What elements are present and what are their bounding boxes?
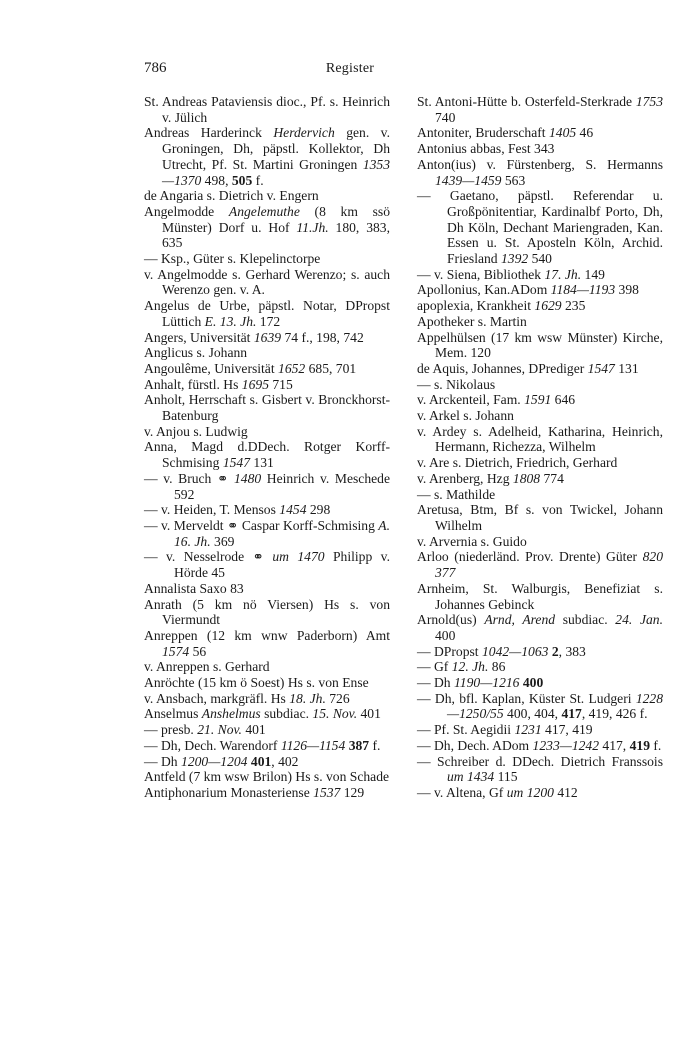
index-entry: — v. Heiden, T. Mensos 1454 298 <box>144 502 331 518</box>
index-entry: apoplexia, Krankheit 1629 235 <box>417 298 586 314</box>
index-entry: Anglicus s. Johann <box>144 345 248 361</box>
index-entry: Anselmus Anshelmus subdiac. 15. Nov. 401 <box>144 706 381 722</box>
index-entry: — v. Merveldt ⚭ Caspar Korff-Schmising A. 16. Jh. 369 <box>144 517 390 549</box>
index-entry: v. Ardey s. Adelheid, Katharina, Heinrich, Hermann, Richezza, Wilhelm <box>417 423 663 455</box>
index-entry: Anrath (5 km nö Viersen) Hs s. von Viermundt <box>144 596 390 628</box>
index-entry: Antonius abbas, Fest 343 <box>417 141 555 157</box>
page-number: 786 <box>144 60 167 76</box>
index-entry: v. Anreppen s. Gerhard <box>144 659 270 675</box>
index-entry: Anton(ius) v. Fürstenberg, S. Hermanns 1439—1459 563 <box>417 156 663 188</box>
index-entry: — v. Siena, Bibliothek 17. Jh. 149 <box>417 266 605 282</box>
index-entry: — s. Nikolaus <box>417 376 496 392</box>
index-entry: Angelmodde Angelemuthe (8 km ssö Münster) Dorf u. Hof 11.Jh. 180, 383, 635 <box>144 203 391 251</box>
index-entry: v. Arckenteil, Fam. 1591 646 <box>417 392 576 408</box>
index-entry: Anna, Magd d.DDech. Rotger Korff-Schmising 1547 131 <box>144 439 390 471</box>
index-entry: Antiphonarium Monasteriense 1537 129 <box>144 784 365 800</box>
index-entry: Arnold(us) Arnd, Arend subdiac. 24. Jan. 400 <box>417 612 663 643</box>
index-entry: v. Arvernia s. Guido <box>417 533 527 549</box>
index-entry: Andreas Harderinck Herdervich gen. v. Groningen, Dh, päpstl. Kollektor, Dh Utrecht, Pf. St. Martini Groningen 1353—1370 498, 505 f. <box>144 125 390 188</box>
right-index-column <box>417 94 663 801</box>
index-entry: Angers, Universität 1639 74 f., 198, 742 <box>144 329 364 345</box>
index-entry: Angelus de Urbe, päpstl. Notar, DPropst Lüttich E. 13. Jh. 172 <box>144 298 390 329</box>
index-entry: Arnheim, St. Walburgis, Benefiziat s. Johannes Gebinck <box>417 580 663 612</box>
index-entry: de Angaria s. Dietrich v. Engern <box>144 188 319 204</box>
index-entry: v. Arkel s. Johann <box>417 408 514 424</box>
index-entry: Anholt, Herrschaft s. Gisbert v. Bronckhorst-Batenburg <box>144 392 390 424</box>
index-entry: — Gaetano, päpstl. Referendar u. Großpönitentiar, Kardinalbf Porto, Dh, Dh Köln, Dechant Mariengraden, Kan. Essen u. St. Aposteln Köln, Archid. Friesland 1392 540 <box>417 188 663 267</box>
index-entry: — v. Altena, Gf um 1200 412 <box>417 784 578 800</box>
index-entry: — Pf. St. Aegidii 1231 417, 419 <box>417 722 593 738</box>
index-entry: — Ksp., Güter s. Klepelinctorpe <box>144 251 321 267</box>
index-entry: v. Arenberg, Hzg 1808 774 <box>417 470 564 486</box>
index-entry: Anreppen (12 km wnw Paderborn) Amt 1574 56 <box>144 627 390 659</box>
index-entry: Aretusa, Btm, Bf s. von Twickel, Johann Wilhelm <box>417 502 663 533</box>
index-entry: — Schreiber d. DDech. Dietrich Franssois um 1434 115 <box>417 753 663 785</box>
index-entry: v. Anjou s. Ludwig <box>144 423 248 439</box>
index-entry: — v. Nesselrode ⚭ um 1470 Philipp v. Hörde 45 <box>144 549 390 581</box>
index-entry: — Gf 12. Jh. 86 <box>417 659 506 675</box>
index-entry: — Dh 1190—1216 400 <box>417 675 544 691</box>
index-entry: v. Angelmodde s. Gerhard Werenzo; s. auch Werenzo gen. v. A. <box>144 266 390 298</box>
index-entry: — v. Bruch ⚭ 1480 Heinrich v. Meschede 592 <box>144 470 390 502</box>
index-entry: Apotheker s. Martin <box>417 313 527 329</box>
index-entry: — Dh, Dech. Warendorf 1126—1154 387 f. <box>144 737 381 753</box>
index-entry: Annalista Saxo 83 <box>144 580 244 596</box>
index-entry: Antoniter, Bruderschaft 1405 46 <box>417 125 594 141</box>
index-entry: Angoulême, Universität 1652 685, 701 <box>144 360 357 376</box>
index-entry: — DPropst 1042—1063 2, 383 <box>417 643 586 659</box>
index-entry: Antfeld (7 km wsw Brilon) Hs s. von Schade <box>144 769 390 785</box>
left-index-column <box>144 94 390 801</box>
index-entry: — s. Mathilde <box>417 486 496 502</box>
index-entry: Arloo (niederländ. Prov. Drente) Güter 820 377 <box>417 549 663 581</box>
running-head: Register <box>325 61 375 76</box>
index-entry: — Dh 1200—1204 401, 402 <box>144 753 299 769</box>
index-entry: — Dh, bfl. Kaplan, Küster St. Ludgeri 1228—1250/55 400, 404, 417, 419, 426 f. <box>417 690 663 722</box>
index-entry: St. Antoni-Hütte b. Osterfeld-Sterkrade 1753 740 <box>417 94 663 125</box>
index-entry: Anröchte (15 km ö Soest) Hs s. von Ense <box>144 675 369 691</box>
index-entry: Apollonius, Kan.ADom 1184—1193 398 <box>417 282 639 298</box>
index-entry: v. Are s. Dietrich, Friedrich, Gerhard <box>417 455 618 471</box>
index-entry: Anhalt, fürstl. Hs 1695 715 <box>144 376 293 392</box>
index-entry: St. Andreas Pataviensis dioc., Pf. s. Heinrich v. Jülich <box>144 94 390 125</box>
index-entry: — presb. 21. Nov. 401 <box>144 722 266 738</box>
index-entry: — Dh, Dech. ADom 1233—1242 417, 419 f. <box>417 737 662 753</box>
index-entry: de Aquis, Johannes, DPrediger 1547 131 <box>417 360 639 376</box>
index-entry: Appelhülsen (17 km wsw Münster) Kirche, Mem. 120 <box>417 329 663 361</box>
index-entry: v. Ansbach, markgräfl. Hs 18. Jh. 726 <box>144 690 350 706</box>
